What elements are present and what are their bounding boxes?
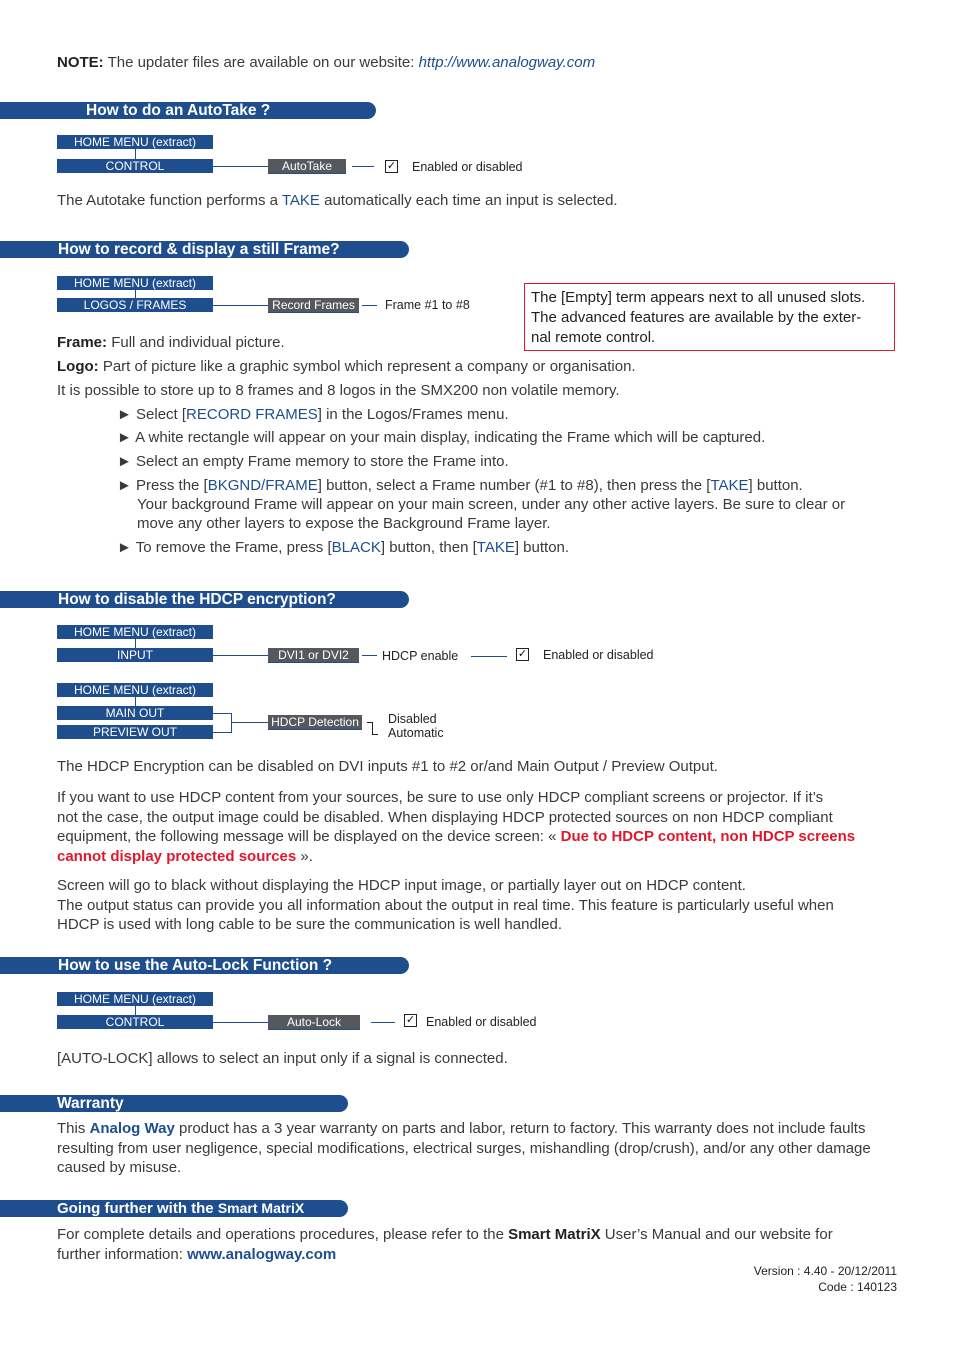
step-item: ► A white rectangle will appear on your main display, indicating the Frame which will be captured. (117, 429, 766, 446)
connector-line (231, 713, 232, 733)
paragraph-line: resulting from user negligence, special modifications, electrical surges, mishandling (drop/crush), and/or any other damage (57, 1139, 871, 1157)
input-box: INPUT (57, 648, 213, 662)
step-text: ► Press the [ (117, 477, 208, 494)
step-text: ] in the Logos/Frames menu. (317, 406, 509, 423)
line-text: This (57, 1120, 90, 1137)
record-frames-keyword: RECORD FRAMES (186, 406, 318, 423)
home-menu-box: HOME MENU (extract) (57, 683, 213, 697)
record-frames-box: Record Frames (268, 298, 359, 313)
preview-out-box: PREVIEW OUT (57, 725, 213, 739)
connector-line (362, 655, 377, 656)
paragraph-line: The output status can provide you all information about the output in real time. This feature is particularly useful when (57, 896, 834, 914)
bkgnd-frame-keyword: BKGND/FRAME (207, 477, 318, 494)
code-text: Code : 140123 (818, 1280, 897, 1294)
hdcp-enable-text: HDCP enable (382, 649, 459, 663)
hdcp-paragraph: The HDCP Encryption can be disabled on DVI inputs #1 to #2 or/and Main Output / Preview Output. (57, 758, 718, 775)
hdcp-section-header (0, 591, 409, 608)
note-line: The [Empty] term appears next to all unused slots. (531, 289, 866, 306)
paragraph-line: Screen will go to black without displaying the HDCP input image, or partially layer out on HDCP content. (57, 877, 746, 894)
step-text: ] button, select a Frame number (#1 to #8), then press the [ (317, 477, 711, 494)
step-text: ] button, then [ (380, 539, 477, 556)
hdcp-paragraph (57, 876, 896, 935)
warning-message: Due to HDCP content, non HDCP screens (560, 828, 856, 845)
step-item (117, 476, 803, 496)
connector-line (213, 305, 268, 306)
storage-text: It is possible to store up to 8 frames and 8 logos in the SMX200 non volatile memory. (57, 382, 620, 399)
connector-line (362, 305, 377, 306)
hdcp-check-text: Enabled or disabled (543, 648, 654, 662)
connector-line (135, 639, 136, 648)
note-line: nal remote control. (531, 329, 656, 346)
further-paragraph (57, 1225, 896, 1264)
step-continuation: Your background Frame will appear on your main screen, under any other active layers. Be sure to clear or (137, 496, 846, 513)
option-disabled: Disabled (388, 712, 437, 726)
empty-slots-note-box (524, 283, 895, 351)
home-menu-box: HOME MENU (extract) (57, 625, 213, 639)
connector-line (471, 656, 507, 657)
take-keyword: TAKE (476, 539, 515, 556)
hdcp-paragraph (57, 788, 896, 866)
warning-message: cannot display protected sources (57, 847, 297, 865)
logo-label: Logo: (57, 358, 99, 375)
connector-line (213, 655, 268, 656)
paragraph-line: not the case, the output image could be disabled. When displaying HDCP protected sources on non HDCP compliant (57, 808, 833, 826)
version-text: Version : 4.40 - 20/12/2011 (753, 1264, 897, 1278)
desc-text: The Autotake function performs a (57, 192, 282, 209)
section-title: How to disable the HDCP encryption? (58, 591, 336, 608)
autolock-section-header (0, 957, 409, 974)
frame-label: Frame: (57, 334, 108, 351)
frame-text: Full and individual picture. (107, 334, 285, 351)
connector-line (135, 1006, 136, 1015)
take-keyword: TAKE (281, 192, 320, 209)
autotake-check-text: Enabled or disabled (412, 160, 523, 174)
step-continuation: move any other layers to expose the Background Frame layer. (137, 515, 551, 532)
line-text: ». (296, 847, 313, 865)
title-text: Going further with the (57, 1200, 218, 1217)
connector-line (135, 290, 136, 298)
note-label: NOTE: (57, 54, 104, 71)
paragraph-line: HDCP is used with long cable to be sure the communication is well handled. (57, 916, 562, 933)
website-link[interactable]: www.analogway.com (187, 1245, 337, 1263)
website-link[interactable]: http://www.analogway.com (418, 54, 596, 71)
line-text: User’s Manual and our website for (600, 1226, 833, 1243)
section-title: How to do an AutoTake ? (86, 102, 271, 119)
document-footer (754, 1263, 897, 1295)
step-item: ► Select an empty Frame memory to store the Frame into. (117, 453, 509, 470)
connector-line (213, 166, 268, 167)
autotake-description (57, 191, 618, 211)
connector-line (213, 732, 231, 733)
step-text: ► To remove the Frame, press [ (117, 539, 332, 556)
option-bracket (372, 734, 378, 735)
checkbox-checked-icon: ✓ (386, 160, 397, 172)
home-menu-box: HOME MENU (extract) (57, 276, 213, 290)
frame-range-text: Frame #1 to #8 (385, 298, 470, 312)
note-line: The advanced features are available by the exter- (531, 309, 862, 326)
autolock-description: [AUTO-LOCK] allows to select an input only if a signal is connected. (57, 1050, 508, 1067)
warranty-paragraph (57, 1119, 896, 1178)
connector-line (352, 166, 374, 167)
product-name: Smart MatriX (508, 1226, 601, 1243)
logo-text: Part of picture like a graphic symbol which represent a company or organisation. (98, 358, 636, 375)
step-item (117, 538, 569, 558)
note-text: The updater files are available on our website: (103, 54, 419, 71)
black-keyword: BLACK (331, 539, 381, 556)
line-text: equipment, the following message will be displayed on the device screen: « (57, 828, 561, 845)
step-text: ] button. (748, 477, 803, 494)
product-name: Smart MatriX (217, 1200, 305, 1216)
line-text: further information: (57, 1245, 188, 1263)
section-title: Warranty (57, 1095, 124, 1112)
section-title: How to use the Auto-Lock Function ? (58, 957, 333, 974)
take-keyword: TAKE (710, 477, 749, 494)
dvi-box: DVI1 or DVI2 (268, 648, 359, 663)
autotake-section-header (0, 102, 376, 119)
step-text: ► Select [ (117, 406, 187, 423)
logo-definition (57, 357, 636, 377)
section-title: How to record & display a still Frame? (58, 241, 340, 258)
paragraph-line (57, 1245, 896, 1265)
paragraph-line: caused by misuse. (57, 1159, 182, 1176)
warranty-section-header (0, 1095, 348, 1112)
autotake-item-box: AutoTake (268, 159, 346, 174)
step-text: ] button. (514, 539, 570, 556)
paragraph-line: If you want to use HDCP content from your sources, be sure to use only HDCP compliant screens or projector. If it’s (57, 789, 824, 806)
paragraph-line (57, 827, 896, 847)
further-section-header (0, 1200, 348, 1217)
option-automatic: Automatic (388, 726, 444, 740)
section-title (57, 1200, 304, 1217)
checkbox-checked-icon: ✓ (405, 1014, 416, 1026)
home-menu-box: HOME MENU (extract) (57, 992, 213, 1006)
logos-frames-box: LOGOS / FRAMES (57, 298, 213, 312)
home-menu-box: HOME MENU (extract) (57, 135, 213, 149)
main-out-box: MAIN OUT (57, 706, 213, 720)
step-item (117, 405, 509, 425)
option-bracket (367, 722, 372, 723)
autolock-check-text: Enabled or disabled (426, 1015, 537, 1029)
autolock-item-box: Auto-Lock (268, 1015, 360, 1030)
connector-line (231, 722, 268, 723)
update-note (57, 53, 595, 73)
connector-line (213, 1022, 268, 1023)
connector-line (371, 1022, 395, 1023)
paragraph-line (57, 847, 896, 867)
paragraph-line (57, 1119, 896, 1139)
still-frame-section-header (0, 241, 409, 258)
desc-text: automatically each time an input is selected. (319, 192, 618, 209)
connector-line (135, 149, 136, 159)
line-text: product has a 3 year warranty on parts and labor, return to factory. This warranty does not include faults (174, 1120, 866, 1137)
control-box: CONTROL (57, 1015, 213, 1029)
checkbox-checked-icon: ✓ (517, 648, 528, 660)
frame-definition (57, 333, 285, 353)
connector-line (135, 697, 136, 706)
brand-name: Analog Way (89, 1120, 175, 1137)
line-text: For complete details and operations procedures, please refer to the (57, 1226, 509, 1243)
hdcp-detection-box: HDCP Detection (268, 715, 362, 730)
control-box: CONTROL (57, 159, 213, 173)
connector-line (213, 713, 231, 714)
paragraph-line (57, 1225, 896, 1245)
option-bracket (372, 722, 373, 734)
